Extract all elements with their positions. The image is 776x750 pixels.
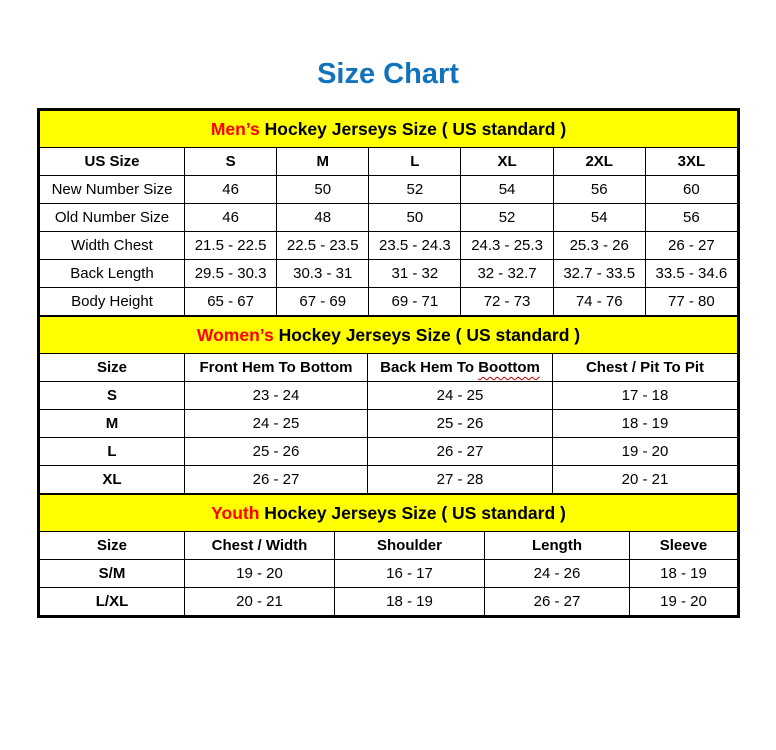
mens-section-band bbox=[40, 111, 738, 148]
value-cell: 54 bbox=[553, 204, 645, 232]
header-cell-xl: XL bbox=[461, 148, 553, 176]
mens-section-title bbox=[40, 111, 738, 148]
value-cell: 72 - 73 bbox=[461, 288, 553, 316]
row-label: L bbox=[40, 438, 185, 466]
youth-header-row bbox=[40, 532, 738, 560]
value-cell: 48 bbox=[277, 204, 369, 232]
value-cell: 69 - 71 bbox=[369, 288, 461, 316]
table-row-old-number-size bbox=[40, 204, 738, 232]
value-cell: 50 bbox=[277, 176, 369, 204]
table-row-women-xl bbox=[40, 466, 738, 494]
mens-size-table bbox=[39, 110, 738, 316]
value-cell: 25 - 26 bbox=[185, 438, 368, 466]
table-row-women-s bbox=[40, 382, 738, 410]
value-cell: 16 - 17 bbox=[335, 560, 485, 588]
table-row-youth-sm bbox=[40, 560, 738, 588]
value-cell: 19 - 20 bbox=[185, 560, 335, 588]
value-cell: 23.5 - 24.3 bbox=[369, 232, 461, 260]
value-cell: 33.5 - 34.6 bbox=[645, 260, 737, 288]
header-cell-sleeve: Sleeve bbox=[630, 532, 738, 560]
header-cell-chest-pit: Chest / Pit To Pit bbox=[553, 354, 738, 382]
value-cell: 26 - 27 bbox=[485, 588, 630, 616]
row-label: New Number Size bbox=[40, 176, 185, 204]
value-cell: 24 - 25 bbox=[368, 382, 553, 410]
value-cell: 24 - 25 bbox=[185, 410, 368, 438]
value-cell: 32 - 32.7 bbox=[461, 260, 553, 288]
value-cell: 65 - 67 bbox=[185, 288, 277, 316]
row-label: Back Length bbox=[40, 260, 185, 288]
youth-section-title bbox=[40, 495, 738, 532]
header-cell-size: Size bbox=[40, 354, 185, 382]
value-cell: 18 - 19 bbox=[553, 410, 738, 438]
value-cell: 26 - 27 bbox=[185, 466, 368, 494]
header-cell-s: S bbox=[185, 148, 277, 176]
mens-section-rest: Hockey Jerseys Size ( US standard ) bbox=[259, 118, 567, 139]
value-cell: 30.3 - 31 bbox=[277, 260, 369, 288]
header-cell-size: Size bbox=[40, 532, 185, 560]
value-cell: 18 - 19 bbox=[335, 588, 485, 616]
value-cell: 20 - 21 bbox=[185, 588, 335, 616]
youth-section-band bbox=[40, 495, 738, 532]
value-cell: 56 bbox=[553, 176, 645, 204]
table-row-new-number-size bbox=[40, 176, 738, 204]
value-cell: 50 bbox=[369, 204, 461, 232]
value-cell: 77 - 80 bbox=[645, 288, 737, 316]
value-cell: 26 - 27 bbox=[368, 438, 553, 466]
table-row-width-chest bbox=[40, 232, 738, 260]
header-cell-us-size: US Size bbox=[40, 148, 185, 176]
header-cell-m: M bbox=[277, 148, 369, 176]
header-cell-length: Length bbox=[485, 532, 630, 560]
back-hem-misspelled-word: Boottom bbox=[478, 359, 540, 376]
value-cell: 21.5 - 22.5 bbox=[185, 232, 277, 260]
value-cell: 26 - 27 bbox=[645, 232, 737, 260]
table-row-women-m bbox=[40, 410, 738, 438]
header-cell-l: L bbox=[369, 148, 461, 176]
value-cell: 46 bbox=[185, 176, 277, 204]
back-hem-prefix: Back Hem To bbox=[380, 359, 479, 376]
value-cell: 32.7 - 33.5 bbox=[553, 260, 645, 288]
value-cell: 54 bbox=[461, 176, 553, 204]
row-label: L/XL bbox=[40, 588, 185, 616]
value-cell: 24 - 26 bbox=[485, 560, 630, 588]
value-cell: 46 bbox=[185, 204, 277, 232]
value-cell: 29.5 - 30.3 bbox=[185, 260, 277, 288]
youth-section-accent: Youth bbox=[211, 502, 260, 523]
row-label: XL bbox=[40, 466, 185, 494]
header-cell-2xl: 2XL bbox=[553, 148, 645, 176]
value-cell: 20 - 21 bbox=[553, 466, 738, 494]
row-label: Old Number Size bbox=[40, 204, 185, 232]
value-cell: 18 - 19 bbox=[630, 560, 738, 588]
value-cell: 19 - 20 bbox=[553, 438, 738, 466]
header-cell-back-hem bbox=[368, 354, 553, 382]
youth-size-table bbox=[39, 494, 738, 616]
value-cell: 52 bbox=[369, 176, 461, 204]
womens-section-title bbox=[40, 317, 738, 354]
value-cell: 24.3 - 25.3 bbox=[461, 232, 553, 260]
value-cell: 25 - 26 bbox=[368, 410, 553, 438]
youth-section-rest: Hockey Jerseys Size ( US standard ) bbox=[259, 502, 566, 523]
table-row-youth-lxl bbox=[40, 588, 738, 616]
womens-header-row bbox=[40, 354, 738, 382]
row-label: M bbox=[40, 410, 185, 438]
header-cell-front-hem: Front Hem To Bottom bbox=[185, 354, 368, 382]
womens-section-accent: Women’s bbox=[196, 324, 274, 345]
mens-header-row bbox=[40, 148, 738, 176]
table-row-women-l bbox=[40, 438, 738, 466]
value-cell: 56 bbox=[645, 204, 737, 232]
value-cell: 31 - 32 bbox=[369, 260, 461, 288]
value-cell: 67 - 69 bbox=[277, 288, 369, 316]
value-cell: 52 bbox=[461, 204, 553, 232]
value-cell: 27 - 28 bbox=[368, 466, 553, 494]
table-row-back-length bbox=[40, 260, 738, 288]
value-cell: 74 - 76 bbox=[553, 288, 645, 316]
row-label: S/M bbox=[40, 560, 185, 588]
header-cell-shoulder: Shoulder bbox=[335, 532, 485, 560]
row-label: S bbox=[40, 382, 185, 410]
value-cell: 25.3 - 26 bbox=[553, 232, 645, 260]
womens-size-table bbox=[39, 316, 738, 494]
value-cell: 19 - 20 bbox=[630, 588, 738, 616]
mens-section-accent: Men’s bbox=[210, 118, 260, 139]
value-cell: 22.5 - 23.5 bbox=[277, 232, 369, 260]
value-cell: 23 - 24 bbox=[185, 382, 368, 410]
row-label: Body Height bbox=[40, 288, 185, 316]
table-row-body-height bbox=[40, 288, 738, 316]
value-cell: 60 bbox=[645, 176, 737, 204]
value-cell: 17 - 18 bbox=[553, 382, 738, 410]
row-label: Width Chest bbox=[40, 232, 185, 260]
size-chart-container bbox=[37, 108, 740, 618]
womens-section-band bbox=[40, 317, 738, 354]
page-title: Size Chart bbox=[317, 58, 459, 90]
header-cell-chest-width: Chest / Width bbox=[185, 532, 335, 560]
womens-section-rest: Hockey Jerseys Size ( US standard ) bbox=[273, 324, 581, 345]
header-cell-3xl: 3XL bbox=[645, 148, 737, 176]
